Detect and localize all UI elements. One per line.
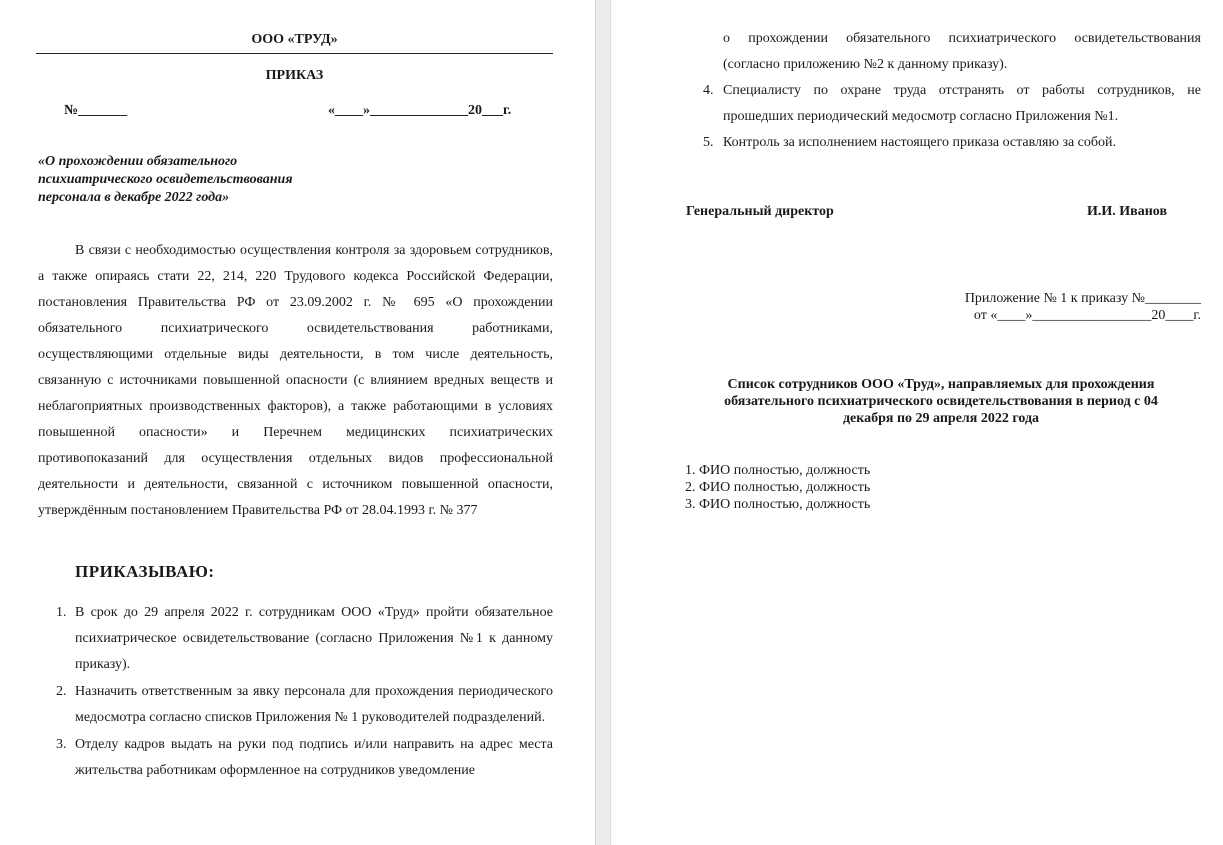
order-item-number: 2. bbox=[56, 684, 67, 699]
employee-list bbox=[685, 462, 870, 513]
order-items-list bbox=[48, 600, 553, 785]
preamble-paragraph: В связи с необходимостью осуществления контроля за здоровьем сотрудников, а также опираясь стати 22, 214, 220 Трудового кодекса Российской Федерации, постановления Правительства РФ от 23.09.2002 г. № 695 «О прохождении обязательного психиатрического освидетельствования работниками, осуществляющими отдельные виды деятельности, в том числе деятельность, связанную с источниками повышенной опасности (с влиянием вредных веществ и неблагоприятных производственных факторов), а также работающими в условиях повышенной опасности» и Перечнем медицинских психиатрических противопоказаний для осуществления отдельных видов профессиональной деятельности и деятельности, связанной с источником повышенной опасности, утверждённым постановлением Правительства РФ от 28.04.1993 г. № 377 bbox=[38, 243, 553, 518]
order-number: №_______ bbox=[64, 103, 128, 118]
orders-heading: ПРИКАЗЫВАЮ: bbox=[75, 562, 215, 581]
order-item bbox=[695, 78, 1201, 130]
signatory-position: Генеральный директор bbox=[686, 204, 834, 219]
order-item-number: 5. bbox=[703, 135, 714, 150]
order-item bbox=[48, 600, 553, 678]
order-item-text: В срок до 29 апреля 2022 г. сотрудникам ООО «Труд» пройти обязательное психиатрическое освидетельствование (согласно Приложения №1 к данному приказу). bbox=[75, 605, 553, 672]
subject-line: «О прохождении обязательного bbox=[38, 154, 238, 169]
employee-entry: 3. ФИО полностью, должность bbox=[685, 497, 871, 512]
list-title-line: обязательного психиатрического освидетельствования в период с 04 bbox=[724, 394, 1158, 409]
order-item-text: Назначить ответственным за явку персонала для прохождения периодического медосмотра согласно списков Приложения № 1 руководителей подразделений. bbox=[75, 684, 553, 725]
employee-entry: 2. ФИО полностью, должность bbox=[685, 480, 871, 495]
order-item-number: 1. bbox=[56, 605, 67, 620]
order-date: «____»______________20___г. bbox=[328, 103, 512, 118]
document-title: ПРИКАЗ bbox=[265, 68, 324, 83]
order-items-list-continued bbox=[695, 78, 1201, 156]
order-item-text: Отделу кадров выдать на руки под подпись и/или направить на адрес места жительства работникам оформленное на сотрудников уведомление bbox=[75, 737, 553, 778]
signatory-name: И.И. Иванов bbox=[1087, 204, 1168, 219]
item-3-continuation: о прохождении обязательного психиатрического освидетельствования (согласно приложению №2 к данному приказу). bbox=[723, 31, 1201, 72]
annex-line: Приложение № 1 к приказу №________ bbox=[964, 291, 1201, 306]
employee-entry: 1. ФИО полностью, должность bbox=[685, 463, 871, 478]
order-item-text: Специалисту по охране труда отстранять от работы сотрудников, не прошедших периодический медосмотр согласно Приложения №1. bbox=[723, 83, 1201, 124]
order-item bbox=[48, 679, 553, 731]
list-title-line: декабря по 29 апреля 2022 года bbox=[842, 411, 1040, 426]
page-gutter bbox=[595, 0, 611, 845]
order-subject bbox=[38, 153, 358, 207]
subject-line: психиатрического освидетельствования bbox=[38, 172, 293, 187]
company-name: ООО «ТРУД» bbox=[36, 32, 553, 54]
order-item-number: 3. bbox=[56, 737, 67, 752]
document-page-2 bbox=[611, 0, 1223, 845]
annex-header bbox=[911, 290, 1201, 324]
order-item bbox=[695, 130, 1201, 156]
order-item-text: Контроль за исполнением настоящего приказа оставляю за собой. bbox=[723, 135, 1117, 150]
annex-line: от «____»_________________20____г. bbox=[973, 308, 1201, 323]
subject-line: персонала в декабре 2022 года» bbox=[38, 190, 230, 205]
order-item bbox=[48, 732, 553, 784]
list-title-line: Список сотрудников ООО «Труд», направляемых для прохождения bbox=[727, 377, 1155, 392]
employee-list-title bbox=[691, 376, 1191, 427]
order-item-number: 4. bbox=[703, 83, 714, 98]
document-page-1 bbox=[0, 0, 595, 845]
